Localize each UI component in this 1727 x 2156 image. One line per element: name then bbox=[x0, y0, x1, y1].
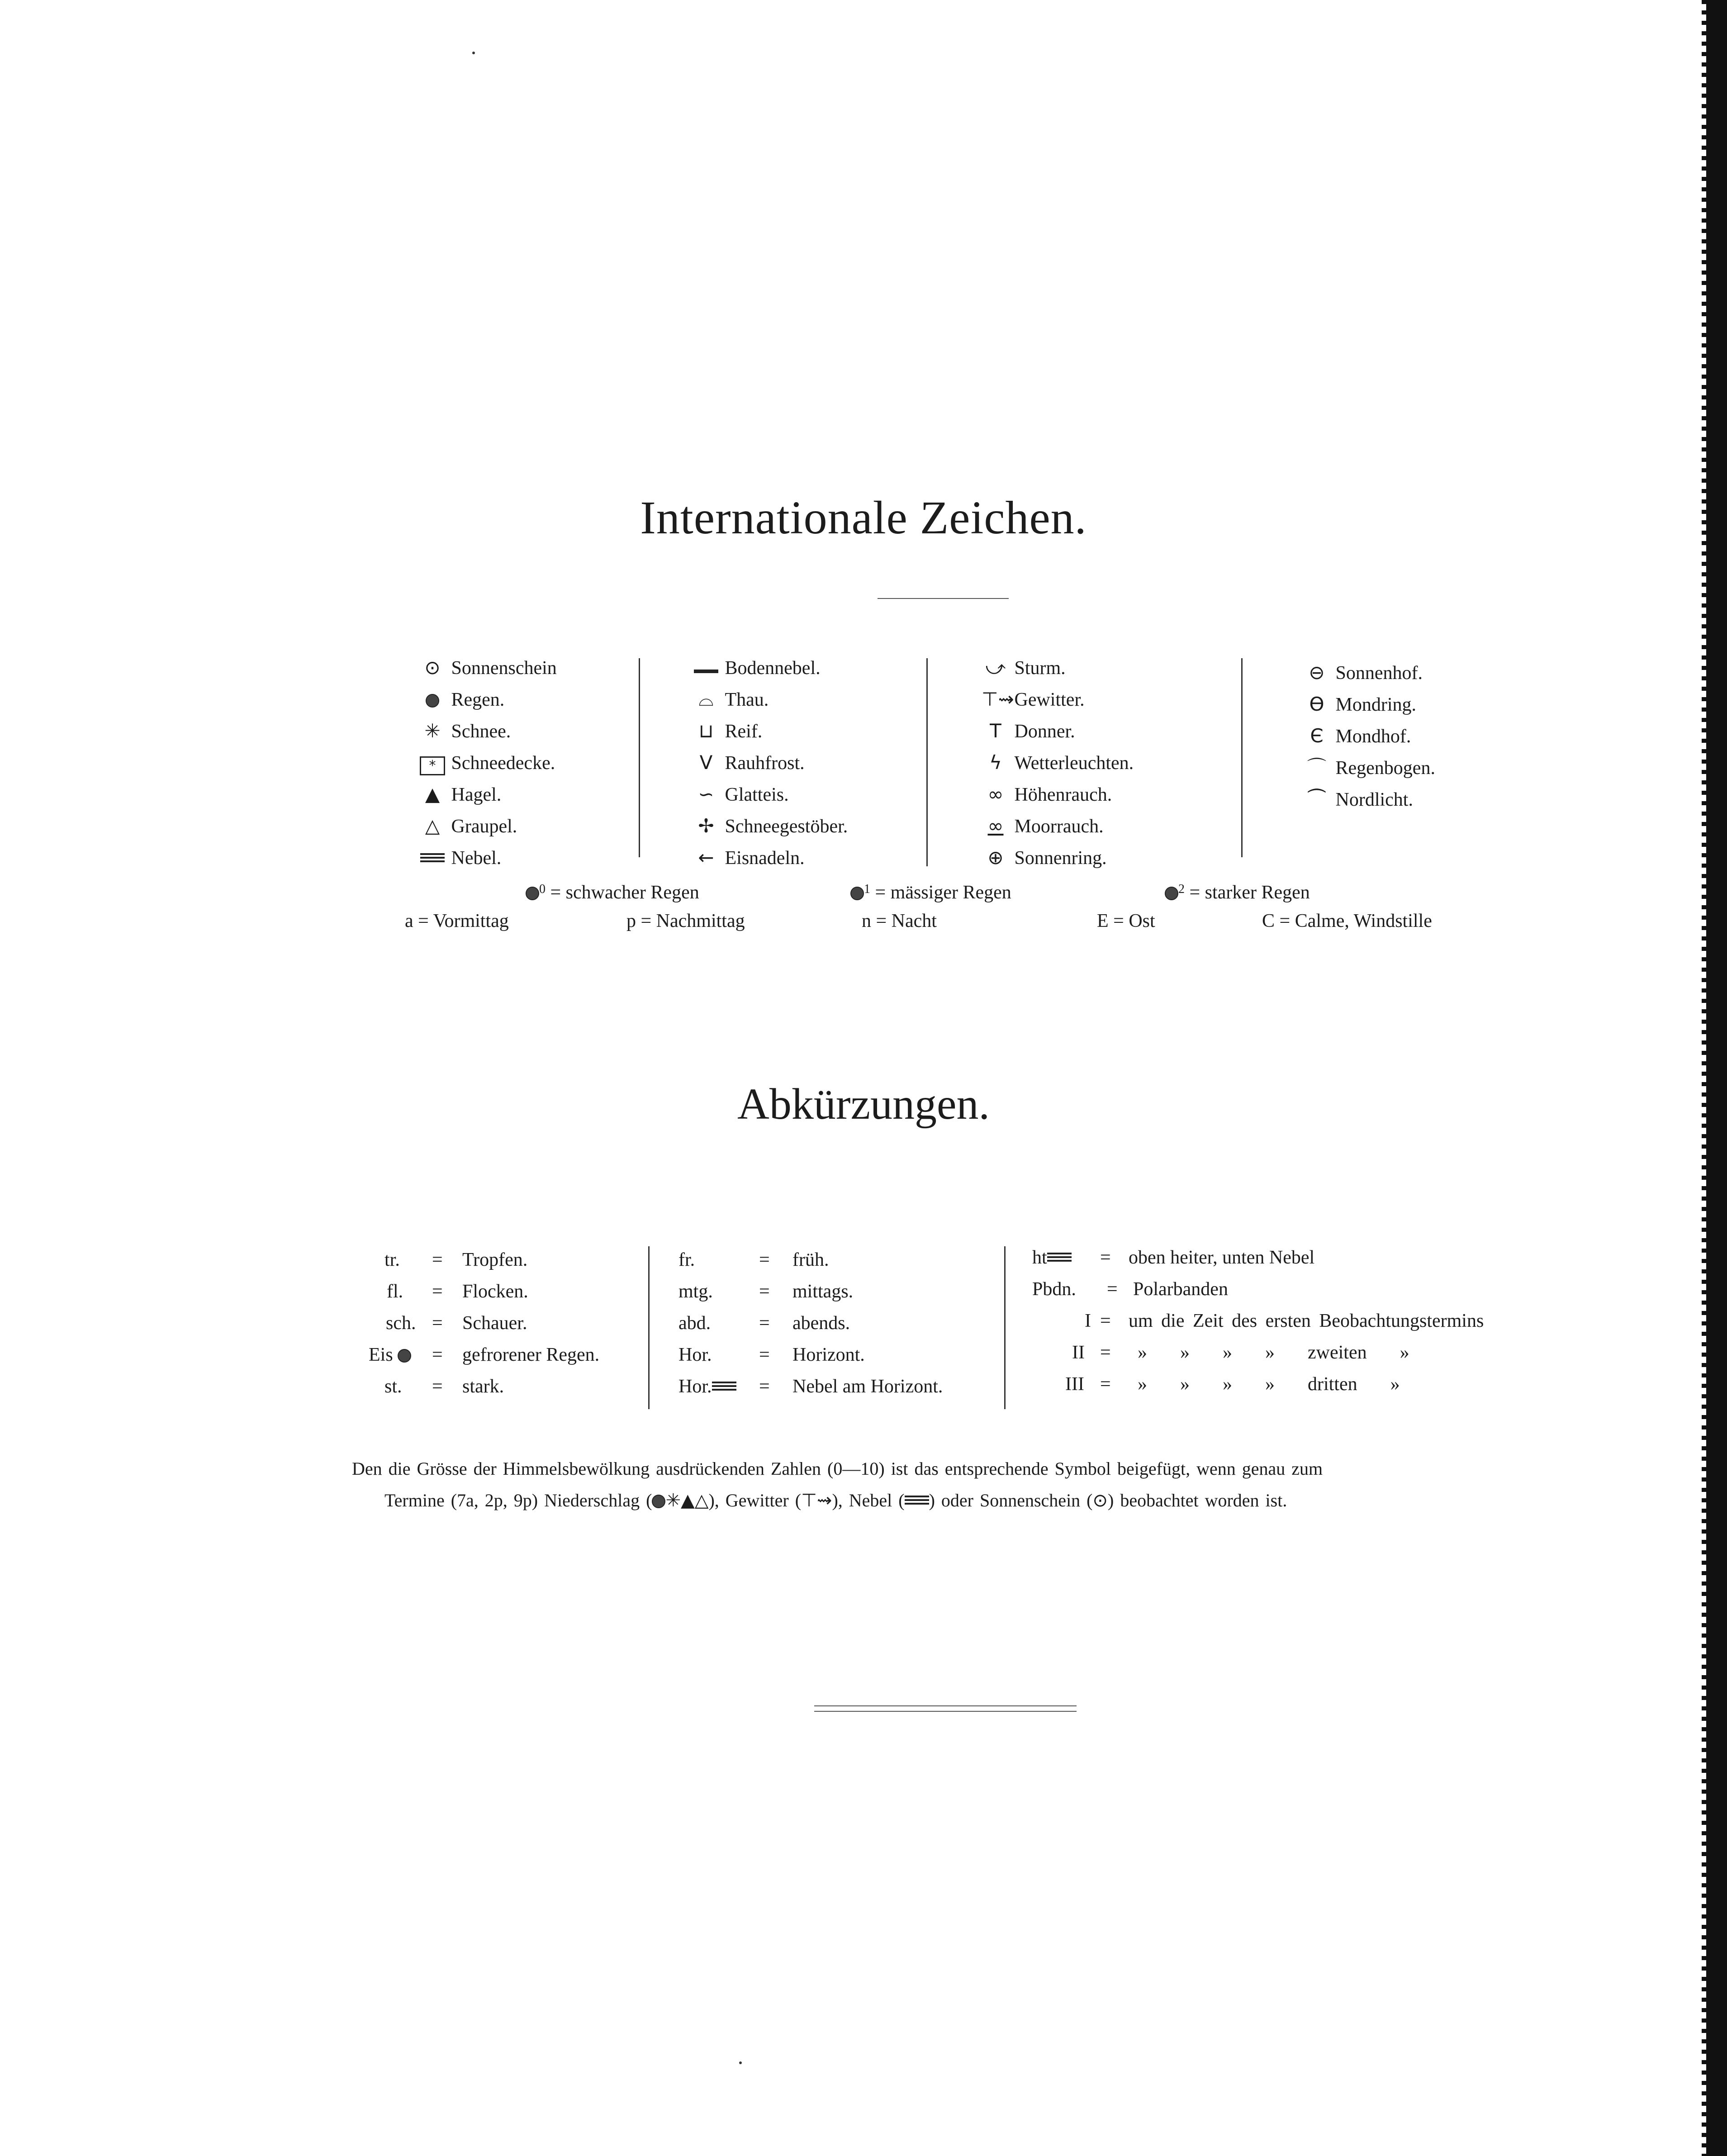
abbreviations-title: Abkürzungen. bbox=[737, 1080, 990, 1129]
code-ost: E = Ost bbox=[1097, 911, 1155, 931]
ground-fog-icon bbox=[692, 656, 720, 679]
rain-icon bbox=[1165, 887, 1178, 900]
lightning-icon: ϟ bbox=[989, 751, 1002, 774]
sign-sonnenschein: ⊙ Sonnenschein bbox=[418, 656, 557, 679]
snow-icon: ✳ bbox=[665, 1490, 681, 1511]
snow-cover-icon: * bbox=[418, 751, 446, 775]
abbr-equals: = bbox=[759, 1249, 770, 1270]
scan-speck bbox=[472, 52, 475, 54]
fog-icon bbox=[1047, 1253, 1072, 1262]
rainbow-icon: ⌒ bbox=[1307, 756, 1326, 779]
ice-needles-icon: ← bbox=[698, 846, 714, 869]
abbr-equals: = bbox=[432, 1344, 443, 1365]
thunder-icon: T bbox=[990, 720, 1001, 742]
fog-icon bbox=[905, 1496, 929, 1505]
abbr-key: Hor. bbox=[678, 1344, 712, 1365]
sign-sonnenring: ⊕ Sonnenring. bbox=[982, 846, 1107, 869]
abbr-equals: = bbox=[432, 1376, 443, 1397]
abbr-key: abd. bbox=[678, 1313, 711, 1334]
moon-halo-icon: Є bbox=[1310, 725, 1324, 747]
rain-icon bbox=[652, 1495, 665, 1508]
graupel-icon: △ bbox=[694, 1490, 709, 1511]
code-vormittag: a = Vormittag bbox=[405, 911, 509, 931]
abbr-key: fr. bbox=[678, 1249, 695, 1270]
sign-mondhof: Є Mondhof. bbox=[1303, 725, 1411, 748]
sign-regen: Regen. bbox=[418, 688, 504, 711]
title-divider bbox=[878, 598, 1009, 599]
rain-icon bbox=[398, 1349, 411, 1363]
abbr-key: fl. bbox=[387, 1281, 403, 1302]
abbr-value: Flocken. bbox=[462, 1281, 528, 1302]
abbr-key: mtg. bbox=[678, 1281, 713, 1302]
page-edge-scan-border bbox=[1706, 0, 1727, 2156]
thunderstorm-icon: ⊤⇝ bbox=[982, 688, 1014, 710]
abbr-value: mittags. bbox=[792, 1281, 854, 1302]
abbr-key: ht bbox=[1032, 1246, 1072, 1269]
abbr-equals: = bbox=[432, 1313, 443, 1334]
sign-hagel: ▲ Hagel. bbox=[418, 783, 501, 806]
sign-nebel: Nebel. bbox=[418, 846, 501, 869]
moon-ring-icon: ϴ bbox=[1309, 693, 1324, 715]
sign-regenbogen: ⌒ Regenbogen. bbox=[1303, 756, 1435, 779]
abbr-value: Horizont. bbox=[792, 1344, 865, 1365]
abbr-key: III bbox=[1065, 1374, 1084, 1395]
sun-icon: ⊙ bbox=[424, 656, 441, 679]
sun-icon: ⊙ bbox=[1092, 1490, 1108, 1511]
snow-icon: ✳ bbox=[424, 720, 441, 742]
footnote-line-1: Den die Grösse der Himmelsbewölkung ausdrückenden Zahlen (0—10) ist das entsprechende Symbol beigefügt, wenn genau zum bbox=[352, 1458, 1323, 1479]
rain-icon bbox=[526, 887, 539, 900]
column-separator bbox=[1241, 658, 1243, 857]
abbr-value: Tropfen. bbox=[462, 1249, 528, 1270]
fog-icon bbox=[712, 1382, 736, 1391]
abbr-value: » » » » dritten » bbox=[1138, 1374, 1400, 1395]
abbr-value: Schauer. bbox=[462, 1313, 527, 1334]
closing-divider bbox=[814, 1711, 1077, 1712]
sign-thau: ⌓ Thau. bbox=[692, 688, 769, 711]
frost-icon: ⊔ bbox=[698, 720, 714, 742]
abbr-value: stark. bbox=[462, 1376, 504, 1397]
sign-schneegestoeber: ✢ Schneegestöber. bbox=[692, 815, 848, 838]
hail-icon: ▲ bbox=[425, 783, 440, 805]
rain-icon bbox=[418, 688, 446, 711]
sign-hoehenrauch: ∞ Höhenrauch. bbox=[982, 783, 1112, 806]
glaze-icon: ∽ bbox=[698, 783, 714, 805]
moor-smoke-icon: ∞ bbox=[987, 815, 1004, 837]
sun-halo-icon: ⊖ bbox=[1309, 661, 1325, 684]
abbr-equals: = bbox=[1100, 1342, 1111, 1363]
rime-icon: V bbox=[699, 751, 713, 774]
graupel-icon: △ bbox=[425, 815, 440, 837]
sign-schnee: ✳ Schnee. bbox=[418, 720, 511, 743]
abbr-value: gefrorener Regen. bbox=[462, 1344, 600, 1365]
dew-icon: ⌓ bbox=[698, 688, 714, 710]
abbr-value: Polarbanden bbox=[1133, 1279, 1228, 1300]
page-title: Internationale Zeichen. bbox=[640, 492, 1087, 544]
haze-icon: ∞ bbox=[987, 783, 1004, 805]
abbr-equals: = bbox=[1107, 1279, 1118, 1300]
sign-gewitter: ⊤⇝ Gewitter. bbox=[982, 688, 1085, 710]
sign-donner: T Donner. bbox=[982, 720, 1075, 743]
abbr-value: oben heiter, unten Nebel bbox=[1129, 1247, 1315, 1268]
column-separator bbox=[926, 658, 928, 866]
abbr-value: abends. bbox=[792, 1313, 850, 1334]
sign-nordlicht: ⏜ Nordlicht. bbox=[1303, 788, 1413, 811]
abbr-equals: = bbox=[432, 1281, 443, 1302]
sign-wetterleuchten: ϟ Wetterleuchten. bbox=[982, 751, 1134, 774]
sign-schneedecke: * Schneedecke. bbox=[418, 751, 555, 775]
rain-intensity-strong: $^2$ = starker Regen bbox=[1165, 878, 1310, 904]
abbr-key: I bbox=[1085, 1311, 1091, 1331]
rain-intensity-weak: $^0$ = schwacher Regen bbox=[526, 878, 699, 904]
thunderstorm-icon: ⊤⇝ bbox=[801, 1490, 832, 1511]
sun-ring-icon: ⊕ bbox=[987, 846, 1004, 869]
abbr-equals: = bbox=[759, 1376, 770, 1397]
sign-reif: ⊔ Reif. bbox=[692, 720, 762, 743]
sign-mondring: ϴ Mondring. bbox=[1303, 693, 1416, 716]
abbr-key: sch. bbox=[386, 1313, 416, 1334]
rain-intensity-moderate: $^1$ = mässiger Regen bbox=[850, 878, 1011, 904]
snowdrift-icon: ✢ bbox=[698, 815, 714, 837]
abbr-value: früh. bbox=[792, 1249, 829, 1270]
sign-glatteis: ∽ Glatteis. bbox=[692, 783, 789, 806]
abbr-equals: = bbox=[1100, 1374, 1111, 1395]
code-nacht: n = Nacht bbox=[862, 911, 937, 931]
scan-speck bbox=[739, 2061, 742, 2064]
abbr-key: st. bbox=[384, 1376, 402, 1397]
abbr-equals: = bbox=[759, 1281, 770, 1302]
sign-moorrauch: ∞ Moorrauch. bbox=[982, 815, 1104, 838]
sign-eisnadeln: ← Eisnadeln. bbox=[692, 846, 805, 869]
column-separator bbox=[648, 1246, 650, 1409]
column-separator bbox=[639, 658, 640, 857]
sign-rauhfrost: V Rauhfrost. bbox=[692, 751, 805, 774]
sign-bodennebel: Bodennebel. bbox=[692, 656, 821, 679]
code-calme: C = Calme, Windstille bbox=[1262, 911, 1432, 931]
abbr-key: Hor. bbox=[678, 1375, 736, 1398]
abbr-equals: = bbox=[432, 1249, 443, 1270]
abbr-equals: = bbox=[759, 1313, 770, 1334]
abbr-key: tr. bbox=[384, 1249, 400, 1270]
fog-icon bbox=[418, 846, 446, 869]
abbr-value: » » » » zweiten » bbox=[1138, 1342, 1409, 1363]
code-nachmittag: p = Nachmittag bbox=[626, 911, 745, 931]
hail-icon: ▲ bbox=[680, 1490, 695, 1511]
sign-graupel: △ Graupel. bbox=[418, 815, 517, 838]
abbr-value: um die Zeit des ersten Beobachtungstermins bbox=[1129, 1311, 1484, 1331]
abbr-key: Eis bbox=[369, 1344, 411, 1366]
page-edge-scan-texture bbox=[1702, 0, 1706, 2156]
rain-icon bbox=[850, 887, 864, 900]
abbr-key: II bbox=[1072, 1342, 1085, 1363]
sign-sonnenhof: ⊖ Sonnenhof. bbox=[1303, 661, 1423, 684]
abbr-value: Nebel am Horizont. bbox=[792, 1376, 943, 1397]
sign-sturm: ⤻ Sturm. bbox=[982, 656, 1066, 679]
abbr-equals: = bbox=[759, 1344, 770, 1365]
closing-divider bbox=[814, 1705, 1077, 1706]
footnote-line-2: Termine (7a, 2p, 9p) Niederschlag ( ✳▲△), Gewitter (⊤⇝), Nebel ( ) oder Sonnenschein (⊙) beobachtet worden ist. bbox=[384, 1490, 1287, 1511]
abbr-equals: = bbox=[1100, 1247, 1111, 1268]
column-separator bbox=[1004, 1246, 1006, 1409]
storm-icon: ⤻ bbox=[985, 656, 1006, 679]
abbr-equals: = bbox=[1100, 1311, 1111, 1331]
abbr-key: Pbdn. bbox=[1032, 1279, 1076, 1300]
aurora-icon: ⏜ bbox=[1307, 788, 1326, 810]
